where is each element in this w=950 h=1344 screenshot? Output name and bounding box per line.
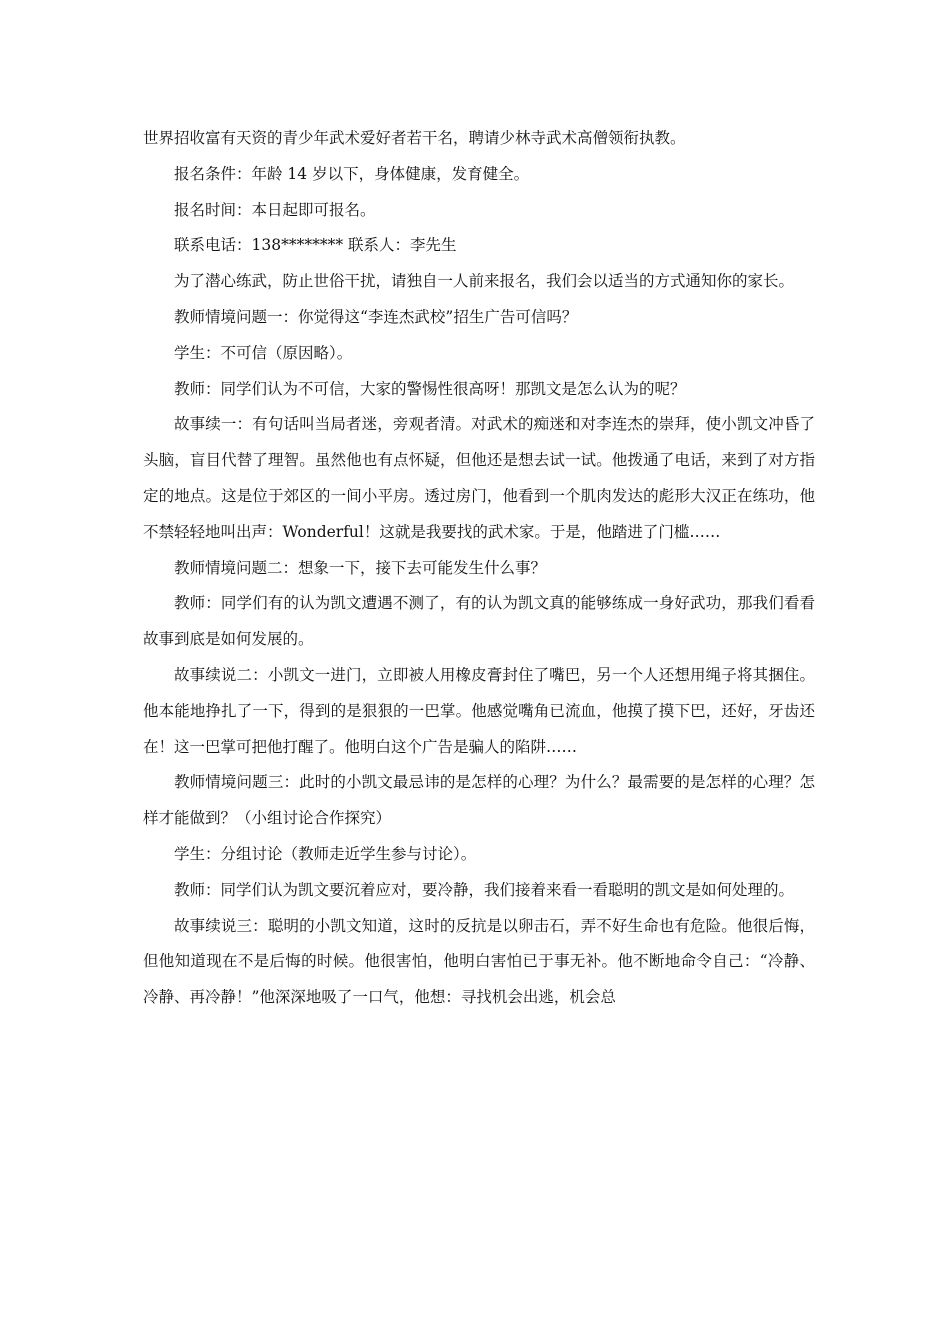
paragraph-contact-info: 联系电话：138******** 联系人：李先生 bbox=[174, 236, 457, 255]
paragraph-teacher-question-1: 教师情境问题一：你觉得这“李连杰武校”招生广告可信吗？ bbox=[174, 307, 578, 326]
paragraph-recruitment-continuation: 世界招收富有天资的青少年武术爱好者若干名，聘请少林寺武术高僧领衔执教。 bbox=[143, 129, 686, 147]
paragraph-story-continued-2: 故事续说二：小凯文一进门，立即被人用橡皮膏封住了嘴巴，另一个人还想用绳子将其捆住。他本能地挣扎了一下，得到的是狠狠的一巴掌。他感觉嘴角已流血，他摸了摸下巴，还好，牙齿还在！这一巴掌可把他打醒了。他明白这个广告是骗人的陷阱…… bbox=[143, 665, 815, 756]
paragraph-teacher-question-2: 教师情境问题二：想象一下，接下去可能发生什么事？ bbox=[174, 558, 547, 577]
paragraph-teacher-response-3: 教师：同学们认为凯文要沉着应对，要冷静，我们接着来看一看聪明的凯文是如何处理的。 bbox=[174, 880, 795, 899]
paragraph-student-discussion: 学生：分组讨论（教师走近学生参与讨论）。 bbox=[174, 844, 477, 863]
paragraph-student-answer-1: 学生：不可信（原因略）。 bbox=[174, 343, 353, 362]
paragraph-story-continued-1: 故事续一：有句话叫当局者迷，旁观者清。对武术的痴迷和对李连杰的崇拜，使小凯文冲昏了头脑，盲目代替了理智。虽然他也有点怀疑，但他还是想去试一试。他拨通了电话，来到了对方指定的地点。这是位于郊区的一间小平房。透过房门，他看到一个肌肉发达的彪形大汉正在练功，他不禁轻轻地叫出声：Wonderful！这就是我要找的武术家。于是，他踏进了门槛…… bbox=[143, 415, 815, 541]
paragraph-teacher-question-3: 教师情境问题三：此时的小凯文最忌讳的是怎样的心理？为什么？最需要的是怎样的心理？怎样才能做到？（小组讨论合作探究） bbox=[143, 773, 815, 828]
paragraph-registration-time: 报名时间：本日起即可报名。 bbox=[174, 200, 376, 219]
paragraph-registration-conditions: 报名条件：年龄 14 岁以下，身体健康，发育健全。 bbox=[174, 164, 530, 183]
paragraph-notice: 为了潜心练武，防止世俗干扰，请独自一人前来报名，我们会以适当的方式通知你的家长。 bbox=[174, 272, 795, 291]
paragraph-story-continued-3: 故事续说三：聪明的小凯文知道，这时的反抗是以卵击石，弄不好生命也有危险。他很后悔，但他知道现在不是后悔的时候。他很害怕，他明白害怕已于事无补。他不断地命令自己：“冷静、冷静、再冷静！”他深深地吸了一口气，他想：寻找机会出逃，机会总 bbox=[143, 916, 815, 1007]
paragraph-teacher-response-2: 教师：同学们有的认为凯文遭遇不测了，有的认为凯文真的能够练成一身好武功，那我们看看故事到底是如何发展的。 bbox=[143, 594, 815, 649]
document-body bbox=[143, 121, 815, 1016]
paragraph-teacher-response-1: 教师：同学们认为不可信，大家的警惕性很高呀！那凯文是怎么认为的呢？ bbox=[174, 379, 686, 398]
